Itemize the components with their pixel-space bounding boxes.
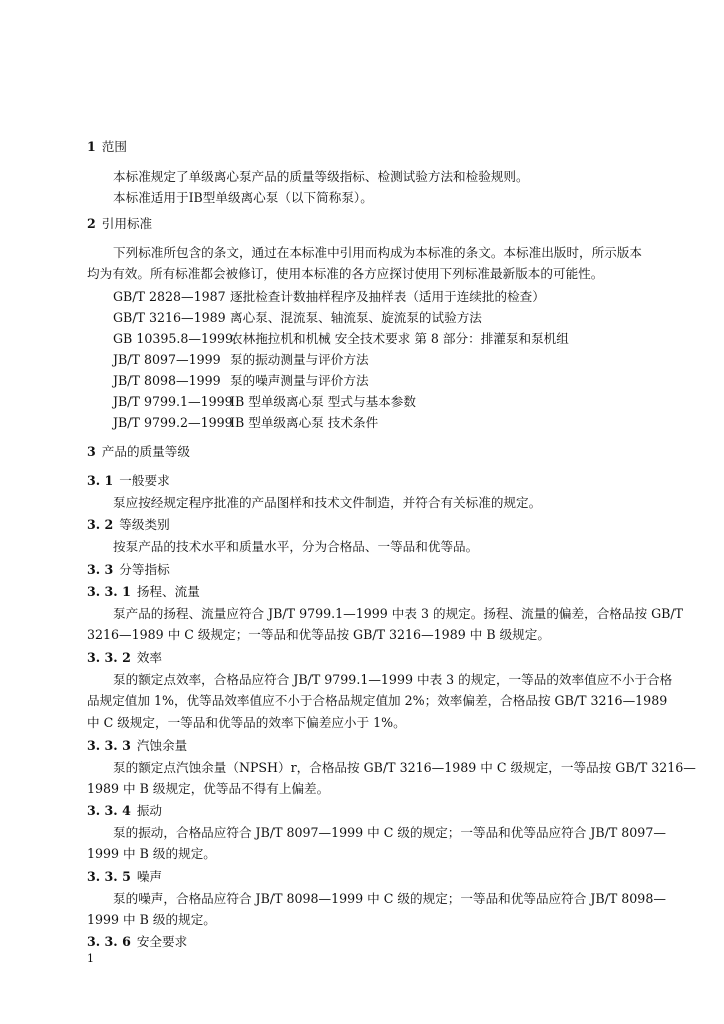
section-number: 3. 2	[87, 517, 114, 532]
reference-item	[113, 414, 378, 432]
page-number: 1	[87, 952, 94, 965]
section-3-heading	[87, 443, 190, 461]
section-title: 振动	[136, 803, 163, 818]
section-title: 噪声	[136, 869, 163, 884]
reference-item	[113, 372, 369, 390]
paragraph-line: 3216—1989 中 C 级规定；一等品和优等品按 GB/T 3216—1989 中 B 级规定。	[87, 627, 550, 642]
section-title: 等级类别	[119, 517, 170, 532]
section-3-3-1-heading	[87, 583, 200, 601]
paragraph-line: 1989 中 B 级规定，优等品不得有上偏差。	[87, 781, 330, 796]
section-3-3-5-heading	[87, 868, 162, 886]
section-number: 3. 3. 5	[87, 869, 131, 884]
paragraph-line: 泵的噪声，合格品应符合 JB/T 8098—1999 中 C 级的规定；一等品和优等品应符合 JB/T 8098—	[113, 891, 666, 906]
paragraph-line: 中 C 级规定，一等品和优等品的效率下偏差应小于 1%。	[87, 715, 406, 730]
section-3-3-2-heading	[87, 649, 162, 667]
reference-item	[113, 330, 569, 348]
paragraph-line: 品规定值加 1%，优等品效率值应不小于合格品规定值加 2%；效率偏差，合格品按 GB/T 3216—1989	[87, 693, 668, 708]
section-title: 扬程、流量	[136, 584, 200, 599]
paragraph: 按泵产品的技术水平和质量水平，分为合格品、一等品和优等品。	[113, 539, 479, 554]
reference-title: 农林拖拉机和机械 安全技术要求 第 8 部分：排灌泵和泵机组	[230, 331, 569, 346]
section-title: 效率	[136, 650, 163, 665]
section-3-1-heading	[87, 472, 170, 490]
section-2-heading	[87, 215, 152, 233]
section-number: 3. 3. 1	[87, 584, 131, 599]
section-3-3-heading	[87, 561, 170, 579]
reference-item	[113, 288, 545, 306]
section-title: 范围	[101, 139, 127, 154]
section-number: 3. 3. 3	[87, 738, 131, 753]
reference-title: 离心泵、混流泵、轴流泵、旋流泵的试验方法	[230, 310, 482, 325]
section-3-3-3-heading	[87, 737, 187, 755]
section-number: 3. 3. 2	[87, 650, 131, 665]
paragraph-line: 泵的额定点效率，合格品应符合 JB/T 9799.1—1999 中表 3 的规定，一等品的效率值应不小于合格	[113, 672, 673, 687]
section-number: 3. 3. 6	[87, 934, 131, 949]
reference-title: 泵的噪声测量与评价方法	[230, 373, 369, 388]
section-3-3-6-heading	[87, 933, 187, 951]
section-1-heading	[87, 138, 127, 156]
paragraph-line: 1999 中 B 级的规定。	[87, 912, 216, 927]
section-title: 一般要求	[119, 473, 170, 488]
reference-code: GB 10395.8—1999	[113, 331, 234, 346]
section-title: 引用标准	[101, 216, 153, 231]
paragraph-line: 1999 中 B 级的规定。	[87, 846, 216, 861]
reference-title: IB 型单级离心泵 技术条件	[230, 415, 379, 430]
paragraph-line: 泵的振动，合格品应符合 JB/T 8097—1999 中 C 级的规定；一等品和优等品应符合 JB/T 8097—	[113, 825, 666, 840]
section-number: 1	[87, 139, 96, 154]
section-3-3-4-heading	[87, 802, 162, 820]
reference-code: JB/T 8097—1999	[113, 352, 221, 367]
reference-code: GB/T 3216—1989	[113, 310, 226, 325]
paragraph-line: 泵的额定点汽蚀余量（NPSH）r，合格品按 GB/T 3216—1989 中 C 级规定，一等品按 GB/T 3216—	[113, 760, 696, 775]
section-title: 汽蚀余量	[136, 738, 188, 753]
paragraph: 下列标准所包含的条文，通过在本标准中引用而构成为本标准的条文。本标准出版时，所示版本	[113, 245, 642, 260]
reference-code: JB/T 8098—1999	[113, 373, 221, 388]
section-number: 3	[87, 444, 96, 459]
reference-code: GB/T 2828—1987	[113, 289, 226, 304]
paragraph: 本标准规定了单级离心泵产品的质量等级指标、检测试验方法和检验规则。	[113, 169, 529, 184]
section-number: 3. 1	[87, 473, 114, 488]
reference-item	[113, 393, 416, 411]
section-number: 2	[87, 216, 96, 231]
paragraph-line: 泵产品的扬程、流量应符合 JB/T 9799.1—1999 中表 3 的规定。扬程、流量的偏差，合格品按 GB/T	[113, 606, 684, 621]
section-title: 安全要求	[136, 934, 188, 949]
section-number: 3. 3	[87, 562, 114, 577]
section-title: 分等指标	[119, 562, 170, 577]
reference-code: JB/T 9799.2—1999	[113, 415, 233, 430]
reference-title: IB 型单级离心泵 型式与基本参数	[230, 394, 416, 409]
reference-code: JB/T 9799.1—1999	[113, 394, 233, 409]
reference-title: 泵的振动测量与评价方法	[230, 352, 369, 367]
paragraph: 本标准适用于IB型单级离心泵（以下简称泵）。	[113, 190, 373, 205]
reference-item	[113, 309, 482, 327]
reference-item	[113, 351, 369, 369]
paragraph: 均为有效。所有标准都会被修订，使用本标准的各方应探讨使用下列标准最新版本的可能性。	[87, 266, 604, 281]
paragraph: 泵应按经规定程序批准的产品图样和技术文件制造，并符合有关标准的规定。	[113, 495, 542, 510]
section-title: 产品的质量等级	[101, 444, 190, 459]
section-number: 3. 3. 4	[87, 803, 131, 818]
reference-title: 逐批检查计数抽样程序及抽样表（适用于连续批的检查）	[230, 289, 545, 304]
section-3-2-heading	[87, 516, 170, 534]
